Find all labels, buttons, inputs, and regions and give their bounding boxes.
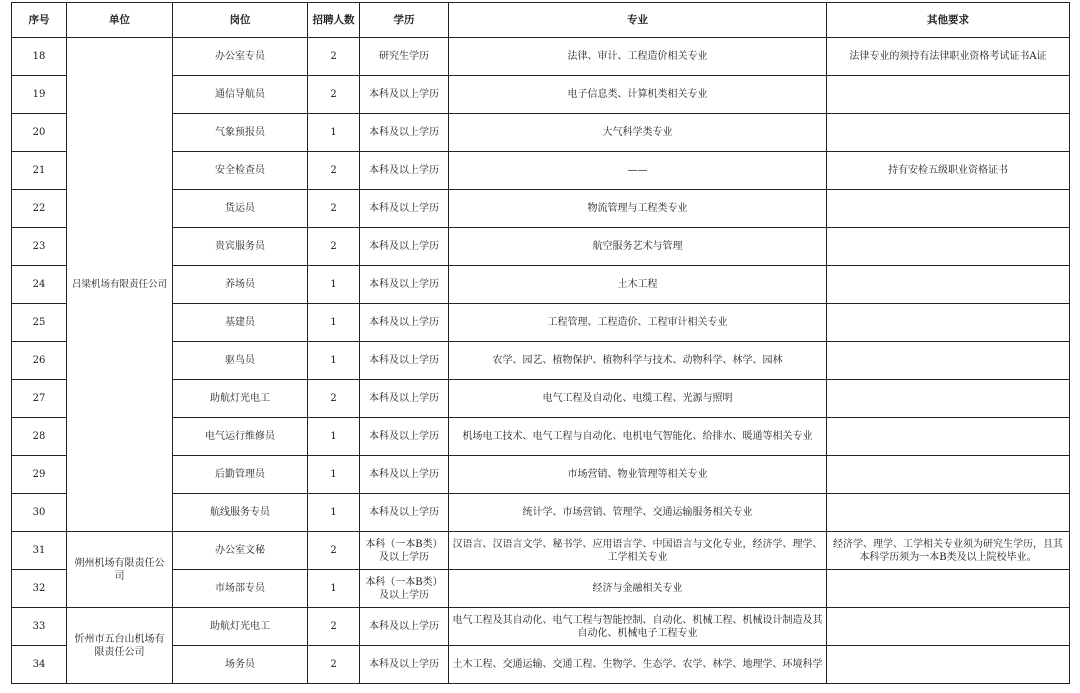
row-seq: 29 bbox=[12, 456, 67, 494]
row-seq: 19 bbox=[12, 76, 67, 114]
row-count: 2 bbox=[308, 38, 360, 76]
row-major: —— bbox=[449, 152, 827, 190]
row-edu: 本科（一本B类）及以上学历 bbox=[360, 570, 449, 608]
row-edu: 本科及以上学历 bbox=[360, 380, 449, 418]
row-seq: 24 bbox=[12, 266, 67, 304]
row-edu: 本科及以上学历 bbox=[360, 152, 449, 190]
row-edu: 本科及以上学历 bbox=[360, 418, 449, 456]
row-post: 电气运行维修员 bbox=[173, 418, 308, 456]
row-count: 1 bbox=[308, 342, 360, 380]
row-post: 养场员 bbox=[173, 266, 308, 304]
header-major: 专业 bbox=[449, 3, 827, 38]
row-post: 货运员 bbox=[173, 190, 308, 228]
row-seq: 26 bbox=[12, 342, 67, 380]
row-post: 市场部专员 bbox=[173, 570, 308, 608]
header-count: 招聘人数 bbox=[308, 3, 360, 38]
row-count: 1 bbox=[308, 570, 360, 608]
header-row bbox=[12, 3, 1070, 38]
row-seq: 21 bbox=[12, 152, 67, 190]
row-major: 工程管理、工程造价、工程审计相关专业 bbox=[449, 304, 827, 342]
row-major: 汉语言、汉语言文学、秘书学、应用语言学、中国语言与文化专业，经济学、理学、工学相关专业 bbox=[449, 532, 827, 570]
row-count: 2 bbox=[308, 152, 360, 190]
row-count: 2 bbox=[308, 608, 360, 646]
unit-xinzhou: 忻州市五台山机场有限责任公司 bbox=[67, 608, 173, 684]
row-edu: 本科及以上学历 bbox=[360, 228, 449, 266]
row-other bbox=[827, 76, 1070, 114]
row-major: 航空服务艺术与管理 bbox=[449, 228, 827, 266]
row-post: 安全检查员 bbox=[173, 152, 308, 190]
row-edu: 本科及以上学历 bbox=[360, 114, 449, 152]
row-other bbox=[827, 418, 1070, 456]
row-other bbox=[827, 266, 1070, 304]
row-major: 统计学、市场营销、管理学、交通运输服务相关专业 bbox=[449, 494, 827, 532]
row-post: 航线服务专员 bbox=[173, 494, 308, 532]
row-other bbox=[827, 570, 1070, 608]
row-edu: 本科（一本B类）及以上学历 bbox=[360, 532, 449, 570]
row-other bbox=[827, 646, 1070, 684]
row-major: 市场营销、物业管理等相关专业 bbox=[449, 456, 827, 494]
row-major: 土木工程 bbox=[449, 266, 827, 304]
header-unit: 单位 bbox=[67, 3, 173, 38]
header-seq: 序号 bbox=[12, 3, 67, 38]
row-other bbox=[827, 342, 1070, 380]
row-seq: 33 bbox=[12, 608, 67, 646]
row-post: 助航灯光电工 bbox=[173, 608, 308, 646]
row-post: 助航灯光电工 bbox=[173, 380, 308, 418]
unit-shuozhou: 朔州机场有限责任公司 bbox=[67, 532, 173, 608]
recruitment-table bbox=[11, 2, 1070, 684]
row-count: 2 bbox=[308, 190, 360, 228]
row-other: 经济学、理学、工学相关专业须为研究生学历，且其本科学历须为一本B类及以上院校毕业。 bbox=[827, 532, 1070, 570]
row-seq: 18 bbox=[12, 38, 67, 76]
row-seq: 28 bbox=[12, 418, 67, 456]
row-edu: 本科及以上学历 bbox=[360, 76, 449, 114]
row-major: 农学、园艺、植物保护、植物科学与技术、动物科学、林学、园林 bbox=[449, 342, 827, 380]
row-seq: 30 bbox=[12, 494, 67, 532]
row-major: 电气工程及自动化、电缆工程、光源与照明 bbox=[449, 380, 827, 418]
row-post: 驱鸟员 bbox=[173, 342, 308, 380]
header-edu: 学历 bbox=[360, 3, 449, 38]
row-seq: 22 bbox=[12, 190, 67, 228]
row-seq: 23 bbox=[12, 228, 67, 266]
row-seq: 34 bbox=[12, 646, 67, 684]
row-post: 通信导航员 bbox=[173, 76, 308, 114]
row-edu: 本科及以上学历 bbox=[360, 456, 449, 494]
row-major: 法律、审计、工程造价相关专业 bbox=[449, 38, 827, 76]
row-post: 办公室专员 bbox=[173, 38, 308, 76]
row-count: 1 bbox=[308, 456, 360, 494]
row-count: 1 bbox=[308, 304, 360, 342]
row-major: 土木工程、交通运输、交通工程、生物学、生态学、农学、林学、地理学、环境科学 bbox=[449, 646, 827, 684]
row-count: 1 bbox=[308, 114, 360, 152]
row-edu: 本科及以上学历 bbox=[360, 646, 449, 684]
row-major: 大气科学类专业 bbox=[449, 114, 827, 152]
table-row bbox=[12, 608, 1070, 646]
row-edu: 本科及以上学历 bbox=[360, 608, 449, 646]
row-other bbox=[827, 494, 1070, 532]
row-other: 法律专业的须持有法律职业资格考试证书A证 bbox=[827, 38, 1070, 76]
row-edu: 本科及以上学历 bbox=[360, 190, 449, 228]
row-count: 1 bbox=[308, 266, 360, 304]
header-post: 岗位 bbox=[173, 3, 308, 38]
row-count: 2 bbox=[308, 76, 360, 114]
unit-lvliang: 吕梁机场有限责任公司 bbox=[67, 38, 173, 532]
row-major: 物流管理与工程类专业 bbox=[449, 190, 827, 228]
row-count: 1 bbox=[308, 418, 360, 456]
row-other: 持有安检五级职业资格证书 bbox=[827, 152, 1070, 190]
row-other bbox=[827, 114, 1070, 152]
row-post: 气象预报员 bbox=[173, 114, 308, 152]
row-edu: 本科及以上学历 bbox=[360, 304, 449, 342]
row-edu: 研究生学历 bbox=[360, 38, 449, 76]
row-edu: 本科及以上学历 bbox=[360, 342, 449, 380]
row-post: 场务员 bbox=[173, 646, 308, 684]
row-seq: 25 bbox=[12, 304, 67, 342]
row-edu: 本科及以上学历 bbox=[360, 494, 449, 532]
table-row bbox=[12, 532, 1070, 570]
row-major: 电气工程及其自动化、电气工程与智能控制、自动化、机械工程、机械设计制造及其自动化、机械电子工程专业 bbox=[449, 608, 827, 646]
row-major: 经济与金融相关专业 bbox=[449, 570, 827, 608]
row-count: 2 bbox=[308, 646, 360, 684]
row-count: 2 bbox=[308, 228, 360, 266]
row-other bbox=[827, 456, 1070, 494]
row-seq: 27 bbox=[12, 380, 67, 418]
row-post: 办公室文秘 bbox=[173, 532, 308, 570]
row-count: 2 bbox=[308, 380, 360, 418]
row-post: 后勤管理员 bbox=[173, 456, 308, 494]
header-other: 其他要求 bbox=[827, 3, 1070, 38]
row-seq: 31 bbox=[12, 532, 67, 570]
row-other bbox=[827, 304, 1070, 342]
row-other bbox=[827, 380, 1070, 418]
row-other bbox=[827, 190, 1070, 228]
row-major: 电子信息类、计算机类相关专业 bbox=[449, 76, 827, 114]
row-major: 机场电工技术、电气工程与自动化、电机电气智能化、给排水、暖通等相关专业 bbox=[449, 418, 827, 456]
row-post: 贵宾服务员 bbox=[173, 228, 308, 266]
row-count: 1 bbox=[308, 494, 360, 532]
table-row bbox=[12, 38, 1070, 76]
row-count: 2 bbox=[308, 532, 360, 570]
row-edu: 本科及以上学历 bbox=[360, 266, 449, 304]
row-post: 基建员 bbox=[173, 304, 308, 342]
row-seq: 32 bbox=[12, 570, 67, 608]
row-seq: 20 bbox=[12, 114, 67, 152]
row-other bbox=[827, 608, 1070, 646]
row-other bbox=[827, 228, 1070, 266]
